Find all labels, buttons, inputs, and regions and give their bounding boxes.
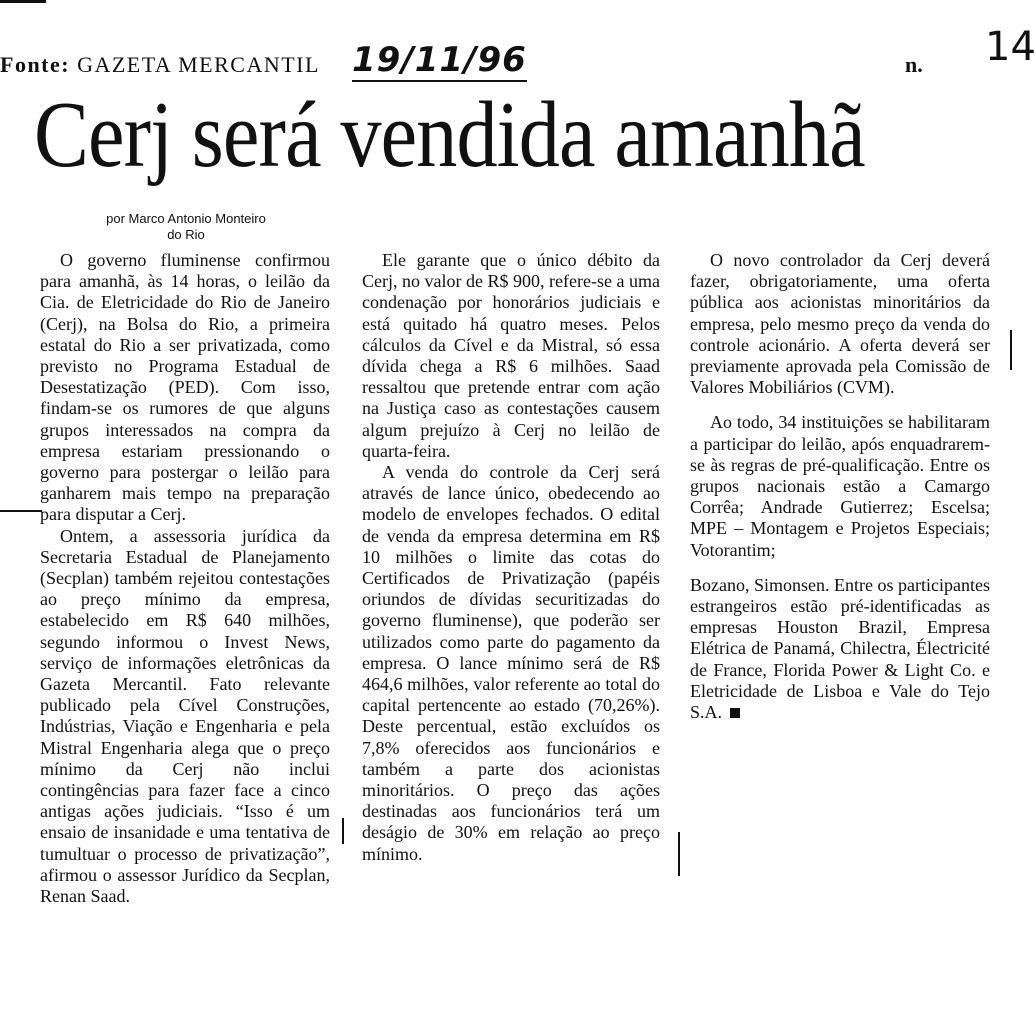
column-rule-mark [342,818,344,844]
article-headline: Cerj será vendida amanhã [34,83,865,187]
byline-author: por Marco Antonio Monteiro [106,211,266,226]
byline-location: do Rio [167,227,205,242]
publication-name: GAZETA MERCANTIL [77,52,320,77]
byline [36,211,336,243]
source-line [0,52,320,78]
paragraph: Ao todo, 34 instituições se habilitaram a participar do leilão, após enquadrarem-se às regras de pré-qualificação. Entre os grupos nacionais estão a Camargo Corrêa; Andrade Gutierrez; Escelsa; MPE – Montagem e Projetos Especiais; Votorantim; [690,412,990,560]
column-rule-mark [1010,330,1012,370]
number-label: n. [905,52,923,77]
handwritten-page-number: 14 [985,24,1036,70]
top-rule [0,0,46,3]
column-rule-mark [678,832,680,876]
paragraph: O governo fluminense confirmou para amanhã, às 14 horas, o leilão da Cia. de Eletricidade do Rio de Janeiro (Cerj), na Bolsa do Rio, a primeira estatal do Rio a ser privatizada, como previsto no Programa Estadual de Desestatização (PED). Com isso, findam-se os rumores de que alguns grupos interessados na compra da empresa estariam pressionando o governo para postergar o leilão para ganharem mais tempo na preparação para disputar a Cerj. [40,250,330,525]
margin-rule [0,510,42,512]
article-column-1 [40,250,330,907]
article-column-3 [690,250,990,723]
paragraph: Ele garante que o único débito da Cerj, no valor de R$ 900, refere-se a uma condenação por honorários judiciais e está quitado há quatro meses. Pelos cálculos da Cível e da Mistral, só essa dívida chega a R$ 6 milhões. Saad ressaltou que pretende entrar com ação na Justiça caso as contestações causem algum prejuízo à Cerj no leilão de quarta-feira. [362,250,660,461]
paragraph: Bozano, Simonsen. Entre os participantes estrangeiros estão pré-identificadas as empresas Houston Brazil, Empresa Elétrica de Panamá, Chilectra, Électricité de France, Florida Power & Light Co. e Eletricidade de Lisboa e Vale do Tejo S.A. [690,574,990,723]
paragraph: A venda do controle da Cerj será através de lance único, obedecendo ao modelo de envelopes fechados. O edital de venda da empresa determina em R$ 10 milhões o limite das cotas do Certificados de Privatização (papéis oriundos de dívidas securitizadas do governo fluminense), que poderão ser utilizados como parte do pagamento da empresa. O lance mínimo será de R$ 464,6 milhões, valor referente ao total do capital pertencente ao estado (70,26%). Deste percentual, estão excluídos os 7,8% oferecidos aos funcionários e também a parte dos acionistas minoritários. O preço das ações destinadas aos funcionários terá um deságio de 30% em relação ao preço mínimo. [362,462,660,864]
paragraph: Ontem, a assessoria jurídica da Secretaria Estadual de Planejamento (Secplan) também rejeitou contestações ao preço mínimo da empresa, estabelecido em R$ 640 milhões, segundo informou o Invest News, serviço de informações eletrônicas da Gazeta Mercantil. Fato relevante publicado pela Cível Construções, Indústrias, Viação e Engenharia e pela Mistral Engenharia alega que o preço mínimo da Cerj não inclui contingências para fazer face a cinco antigas ações judiciais. “Isso é um ensaio de insanidade e uma tentativa de tumultuar o processo de privatização”, afirmou o assessor Jurídico da Secplan, Renan Saad. [40,525,330,907]
source-label: Fonte: [0,52,71,77]
paragraph: O novo controlador da Cerj deverá fazer, obrigatoriamente, uma oferta pública aos acionistas minoritários da empresa, pelo mesmo preço da venda do controle acionário. A oferta deverá ser previamente aprovada pela Comissão de Valores Mobiliários (CVM). [690,250,990,398]
article-column-2 [362,250,660,865]
paragraph-end [690,575,990,723]
end-of-article-mark [730,708,740,718]
handwritten-date: 19/11/96 [352,40,527,80]
